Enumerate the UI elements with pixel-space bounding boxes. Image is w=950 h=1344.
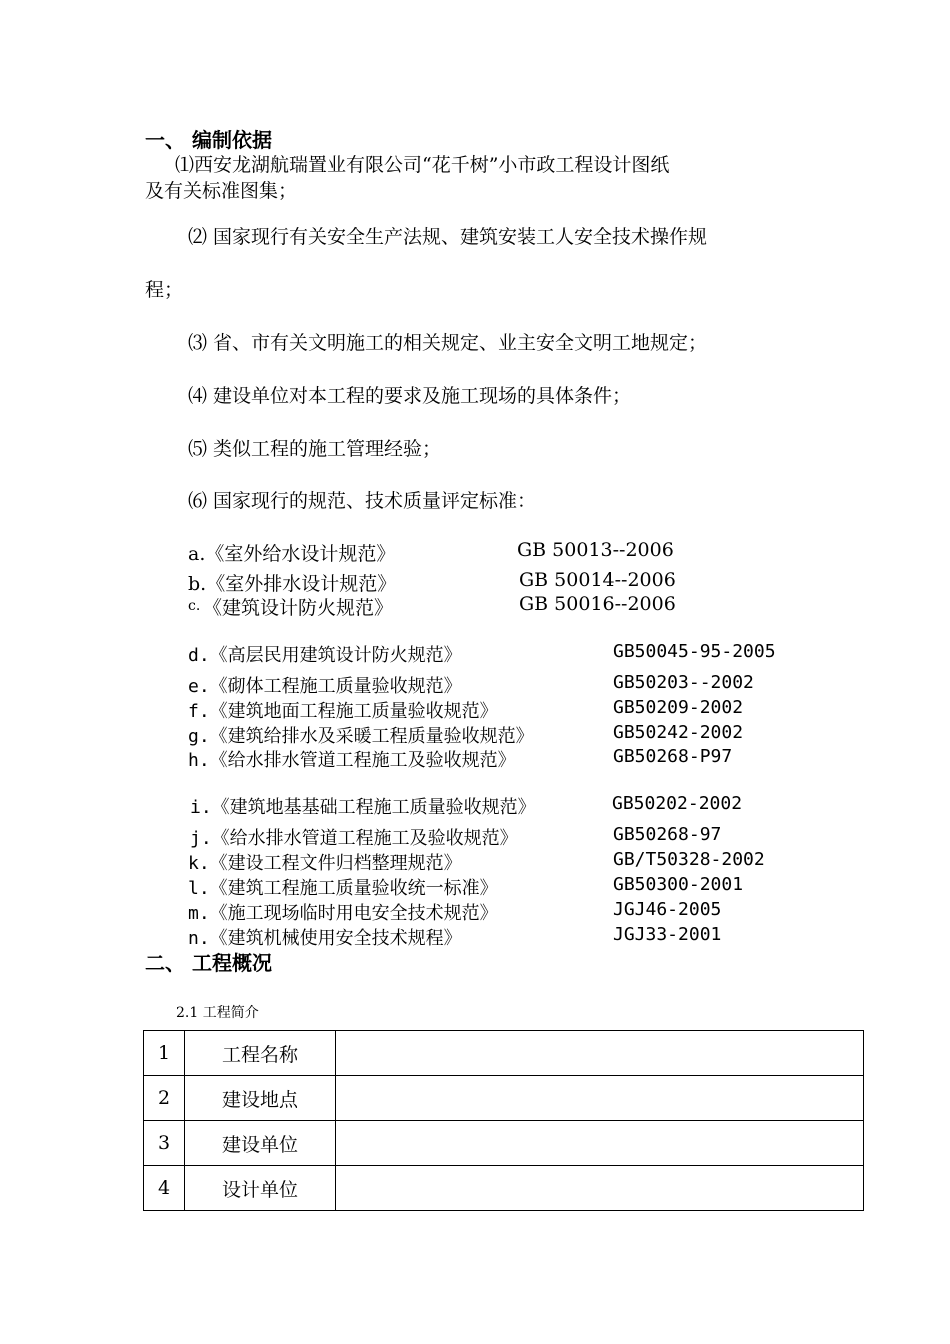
standard-code: JGJ46-2005: [613, 899, 722, 920]
standard-code: GB50209-2002: [613, 697, 744, 718]
standard-name: m.《施工现场临时用电安全技术规范》: [188, 903, 498, 924]
row-value: [336, 1121, 864, 1166]
standard-code: GB50242-2002: [613, 722, 744, 743]
basis-item-1: ⑴西安龙湖航瑞置业有限公司“花千树”小市政工程设计图纸: [175, 154, 670, 176]
section-heading-1: 一、 编制依据: [145, 128, 272, 152]
basis-item-6: ⑹ 国家现行的规范、技术质量评定标准：: [188, 490, 537, 512]
row-value: [336, 1166, 864, 1211]
section-heading-2: 二、 工程概况: [145, 951, 272, 975]
standard-name: l.《建筑工程施工质量验收统一标准》: [188, 878, 498, 899]
standard-code: GB50300-2001: [613, 874, 744, 895]
standard-name: h.《给水排水管道工程施工及验收规范》: [188, 750, 516, 771]
project-info-table: [143, 1030, 864, 1211]
standard-name: a.《室外给水设计规范》: [188, 543, 396, 565]
row-label: 工程名称: [185, 1031, 336, 1076]
standard-name: k.《建设工程文件归档整理规范》: [188, 853, 462, 874]
standard-code: GB50202-2002: [612, 793, 743, 814]
basis-item-2-cont: 程；: [145, 279, 184, 301]
standard-name: j.《给水排水管道工程施工及验收规范》: [190, 828, 518, 849]
standard-code: GB50268-P97: [613, 746, 733, 767]
standard-code: GB 50013--2006: [517, 539, 674, 561]
table-row: [144, 1121, 864, 1166]
standard-code: GB/T50328-2002: [613, 849, 765, 870]
basis-item-5: ⑸ 类似工程的施工管理经验；: [188, 438, 442, 460]
basis-item-4: ⑷ 建设单位对本工程的要求及施工现场的具体条件；: [188, 385, 632, 407]
standard-code: GB 50016--2006: [519, 593, 676, 615]
table-row: [144, 1166, 864, 1211]
standard-code: GB50268-97: [613, 824, 722, 845]
row-label: 设计单位: [185, 1166, 336, 1211]
standard-code: GB50203--2002: [613, 672, 754, 693]
basis-item-1-cont: 及有关标准图集；: [145, 180, 298, 202]
basis-item-2: ⑵ 国家现行有关安全生产法规、建筑安装工人安全技术操作规: [188, 226, 708, 248]
standard-name: i.《建筑地基基础工程施工质量验收规范》: [190, 797, 536, 818]
row-value: [336, 1031, 864, 1076]
row-value: [336, 1076, 864, 1121]
row-label: 建设单位: [185, 1121, 336, 1166]
row-number: 1: [144, 1031, 185, 1076]
table-row: [144, 1076, 864, 1121]
standard-code: JGJ33-2001: [613, 924, 722, 945]
standard-name: 《建筑设计防火规范》: [203, 597, 394, 619]
standard-name: n.《建筑机械使用安全技术规程》: [188, 928, 462, 949]
standard-code: GB50045-95-2005: [613, 641, 776, 662]
subsection-title: 2.1 工程简介: [176, 1005, 259, 1021]
row-label: 建设地点: [185, 1076, 336, 1121]
standard-name: f.《建筑地面工程施工质量验收规范》: [188, 701, 498, 722]
table-row: [144, 1031, 864, 1076]
row-number: 4: [144, 1166, 185, 1211]
standard-code: GB 50014--2006: [519, 569, 676, 591]
row-number: 2: [144, 1076, 185, 1121]
standard-name: d.《高层民用建筑设计防火规范》: [188, 645, 462, 666]
standard-name: e.《砌体工程施工质量验收规范》: [188, 676, 462, 697]
row-number: 3: [144, 1121, 185, 1166]
standard-name: b.《室外排水设计规范》: [188, 573, 397, 595]
basis-item-3: ⑶ 省、市有关文明施工的相关规定、业主安全文明工地规定；: [188, 332, 708, 354]
standard-letter: c.: [188, 598, 201, 614]
standard-name: g.《建筑给排水及采暖工程质量验收规范》: [188, 726, 534, 747]
